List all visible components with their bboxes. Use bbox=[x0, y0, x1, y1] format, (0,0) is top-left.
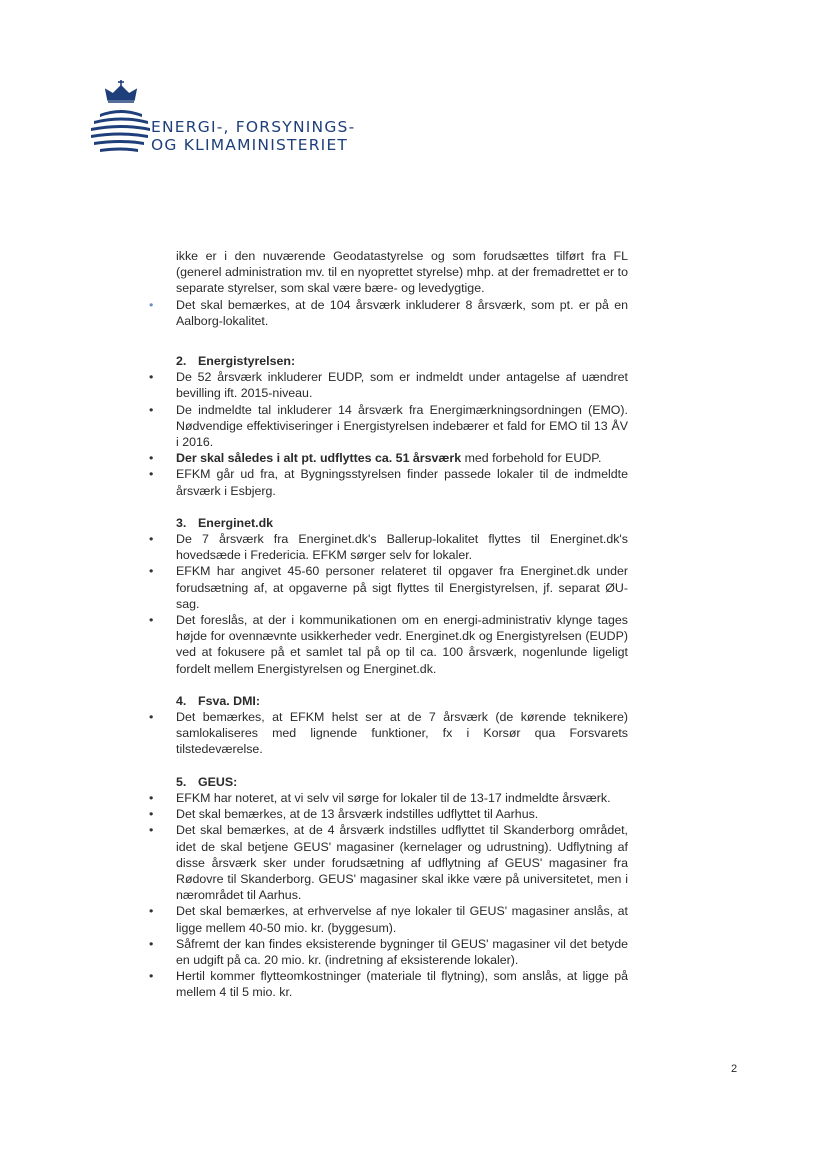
list-item: • De 52 årsværk inkluderer EUDP, som er indmeldt under antagelse af uændret bevilling ift. 2015-niveau. bbox=[176, 369, 628, 401]
list-item: • De 7 årsværk fra Energinet.dk's Ballerup-lokalitet flyttes til Energinet.dk's hovedsæde i Fredericia. EFKM sørger selv for lokaler. bbox=[176, 531, 628, 563]
section-heading bbox=[176, 774, 628, 790]
list-item: • EFKM går ud fra, at Bygningsstyrelsen finder passede lokaler til de indmeldte årsværk i Esbjerg. bbox=[176, 466, 628, 498]
section-heading bbox=[176, 693, 628, 709]
ministry-name-line-2: OG KLIMAMINISTERIET bbox=[151, 136, 349, 154]
list-item: • Det skal bemærkes, at de 4 årsværk indstilles udflyttet til Skanderborg området, idet de skal betjene GEUS' magasiner (kernelager og udrustning). Udflytning af disse årsværk sker under forudsætning af udflytning af GEUS' magasiner fra Rødovre til Skanderborg. GEUS' magasiner skal ikke være på universitetet, men i nærområdet til Aarhus. bbox=[176, 822, 628, 903]
section-title: Energistyrelsen: bbox=[198, 354, 296, 369]
crown-icon bbox=[106, 80, 136, 102]
section-number: 3. bbox=[176, 515, 187, 530]
section-number: 4. bbox=[176, 693, 187, 708]
section-title: Fsva. DMI: bbox=[198, 693, 260, 708]
bullet-list bbox=[176, 369, 628, 499]
section-geus bbox=[176, 774, 628, 1001]
section-number: 2. bbox=[176, 354, 187, 369]
section-heading bbox=[176, 515, 628, 531]
section-title: Energinet.dk bbox=[198, 515, 274, 530]
list-item: • Det skal bemærkes, at de 104 årsværk inkluderer 8 årsværk, som pt. er på en Aalborg-lokalitet. bbox=[176, 297, 628, 329]
list-item: • De indmeldte tal inkluderer 14 årsværk fra Energimærkningsordningen (EMO). Nødvendige effektiviseringer i Energistyrelsen indebærer et fald for EMO til 13 ÅV i 2016. bbox=[176, 402, 628, 451]
intro-bullet-list bbox=[176, 297, 628, 329]
list-item: • Det bemærkes, at EFKM helst ser at de 7 årsværk (de kørende teknikere) samlokaliseres med lignende funktioner, fx i Korsør qua Forsvarets tilstedeværelse. bbox=[176, 709, 628, 758]
list-item: • Det skal bemærkes, at de 13 årsværk indstilles udflyttet til Aarhus. bbox=[176, 806, 628, 822]
section-energistyrelsen bbox=[176, 353, 628, 499]
bullet-list bbox=[176, 531, 628, 677]
list-item-highlight bbox=[176, 450, 628, 466]
continued-paragraph: ikke er i den nuværende Geodatastyrelse og som forudsættes tilført fra FL (generel administration mv. til en nyoprettet styrelse) mhp. at der fremadrettet er to separate styrelser, som skal være bære- og levedygtige. bbox=[176, 249, 628, 296]
ministry-crest-icon bbox=[86, 78, 156, 160]
highlight-text: Der skal således i alt pt. udflyttes ca. 51 årsværk bbox=[176, 451, 462, 466]
ministry-name-line-1: ENERGI-, FORSYNINGS- bbox=[151, 118, 356, 136]
section-number: 5. bbox=[176, 774, 187, 789]
list-item: • Såfremt der kan findes eksisterende bygninger til GEUS' magasiner vil det betyde en udgift på ca. 20 mio. kr. (indretning af eksisterende lokaler). bbox=[176, 936, 628, 968]
section-dmi bbox=[176, 693, 628, 758]
section-energinet bbox=[176, 515, 628, 677]
list-item: • EFKM har noteret, at vi selv vil sørge for lokaler til de 13-17 indmeldte årsværk. bbox=[176, 790, 628, 806]
list-item: • Hertil kommer flytteomkostninger (materiale til flytning), som anslås, at ligge på mellem 4 til 5 mio. kr. bbox=[176, 968, 628, 1000]
globe-lines-icon bbox=[91, 110, 150, 152]
section-title: GEUS: bbox=[198, 774, 238, 789]
highlight-rest: med forbehold for EUDP. bbox=[461, 451, 602, 466]
page-number: 2 bbox=[731, 1063, 738, 1075]
bullet-list bbox=[176, 790, 628, 1001]
document-body bbox=[176, 248, 628, 1001]
list-item: • Det foreslås, at der i kommunikationen om en energi-administrativ klynge tages højde for ovennævnte usikkerheder vedr. Energinet.dk og Energistyrelsen (EUDP) ved at fokusere på et samlet tal på op til ca. 100 årsværk, nogenlunde ligeligt fordelt mellem Energistyrelsen og Energinet.dk. bbox=[176, 612, 628, 677]
section-heading bbox=[176, 353, 628, 369]
ministry-name bbox=[151, 118, 355, 154]
bullet-list bbox=[176, 709, 628, 758]
list-item: • Det skal bemærkes, at erhvervelse af nye lokaler til GEUS' magasiner anslås, at ligge mellem 40-50 mio. kr. (byggesum). bbox=[176, 903, 628, 935]
list-item: • EFKM har angivet 45-60 personer relateret til opgaver fra Energinet.dk under forudsætning af, at opgaverne på sigt flyttes til Energistyrelsen, jf. separat ØU-sag. bbox=[176, 563, 628, 612]
